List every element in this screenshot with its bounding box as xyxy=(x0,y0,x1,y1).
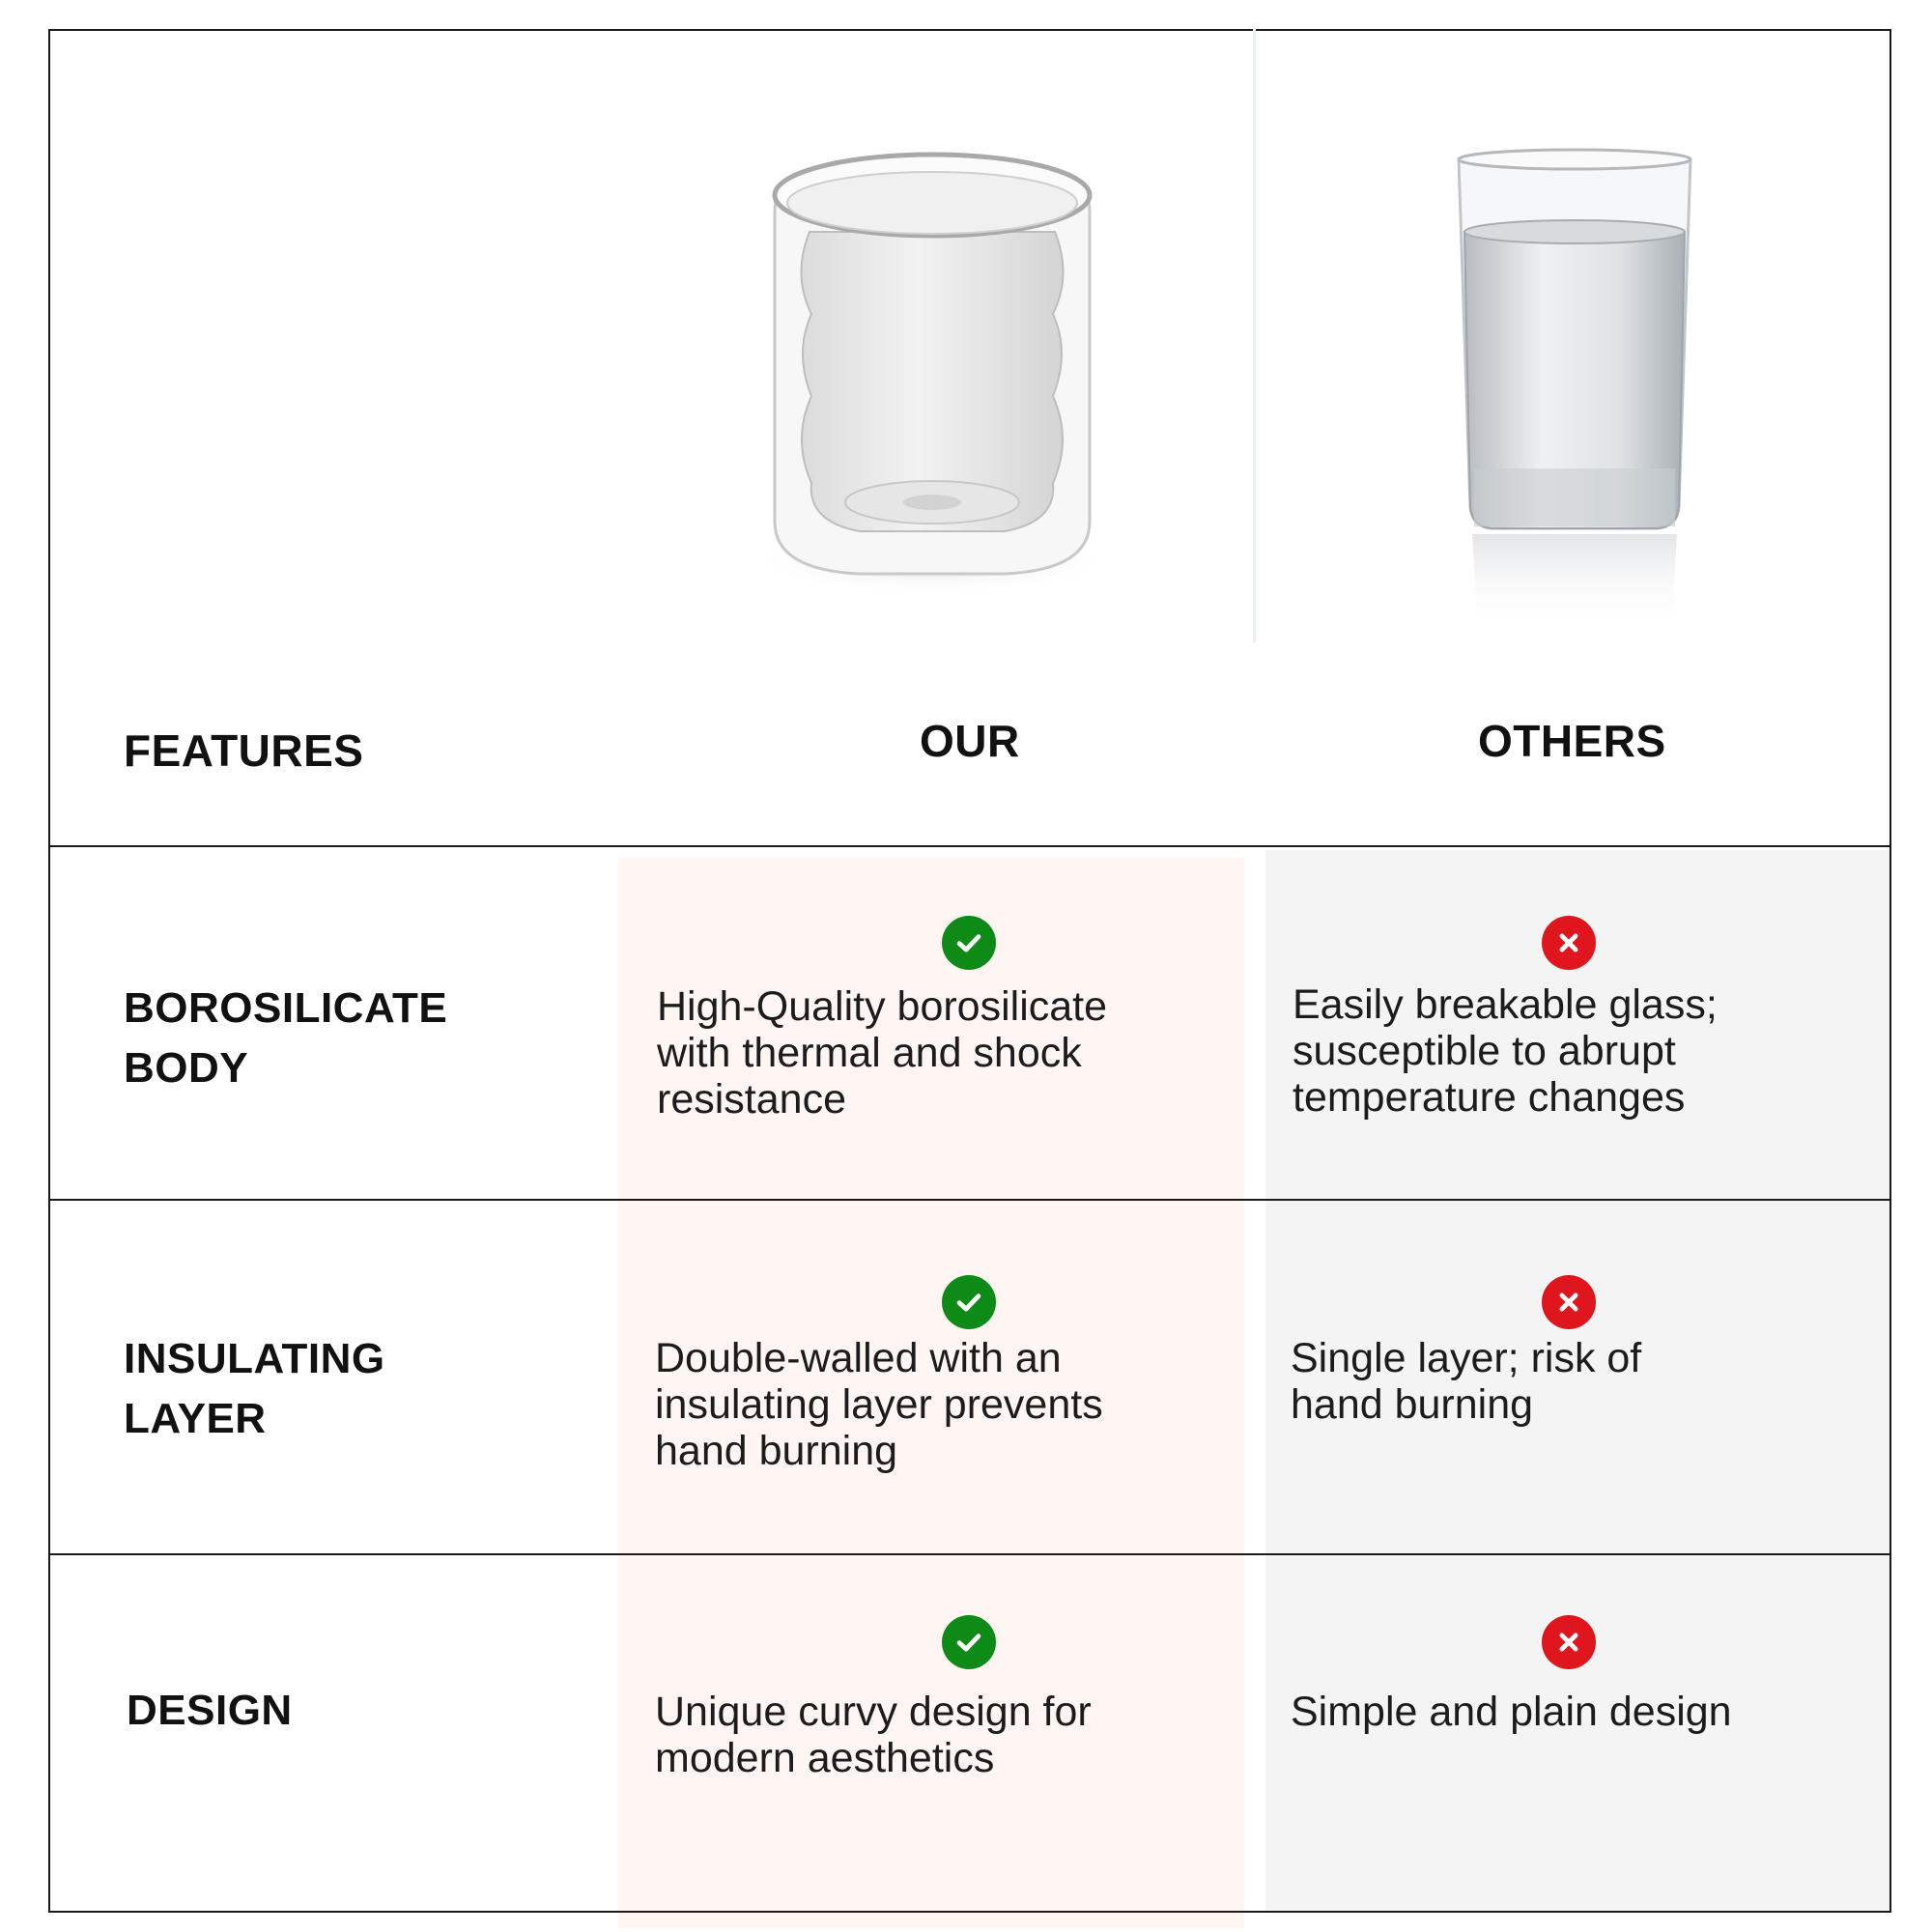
others-description: Easily breakable glass; susceptible to abrupt temperature changes xyxy=(1293,981,1718,1121)
check-icon xyxy=(942,916,996,970)
others-header: OTHERS xyxy=(1478,716,1666,766)
row-divider xyxy=(48,1199,1891,1201)
cross-icon xyxy=(1542,1275,1596,1329)
our-product-image xyxy=(715,106,1150,647)
check-icon xyxy=(942,1275,996,1329)
our-description: Double-walled with an insulating layer prevents hand burning xyxy=(655,1335,1103,1474)
others-product-image xyxy=(1439,140,1710,642)
cross-icon xyxy=(1542,916,1596,970)
our-header: OUR xyxy=(920,716,1020,766)
our-description: Unique curvy design for modern aesthetics xyxy=(655,1689,1092,1781)
others-description: Simple and plain design xyxy=(1291,1689,1732,1735)
check-icon xyxy=(942,1615,996,1669)
cross-icon xyxy=(1542,1615,1596,1669)
image-divider xyxy=(1253,29,1256,642)
others-description: Single layer; risk of hand burning xyxy=(1291,1335,1642,1428)
feature-label-borosilicate: BOROSILICATE BODY xyxy=(124,984,448,1092)
row-divider xyxy=(48,1553,1891,1555)
feature-label-design: DESIGN xyxy=(127,1687,293,1734)
row-divider xyxy=(48,845,1891,847)
feature-label-insulating: INSULATING LAYER xyxy=(124,1335,385,1442)
features-header: FEATURES xyxy=(124,725,364,776)
our-description: High-Quality borosilicate with thermal and shock resistance xyxy=(657,983,1108,1122)
